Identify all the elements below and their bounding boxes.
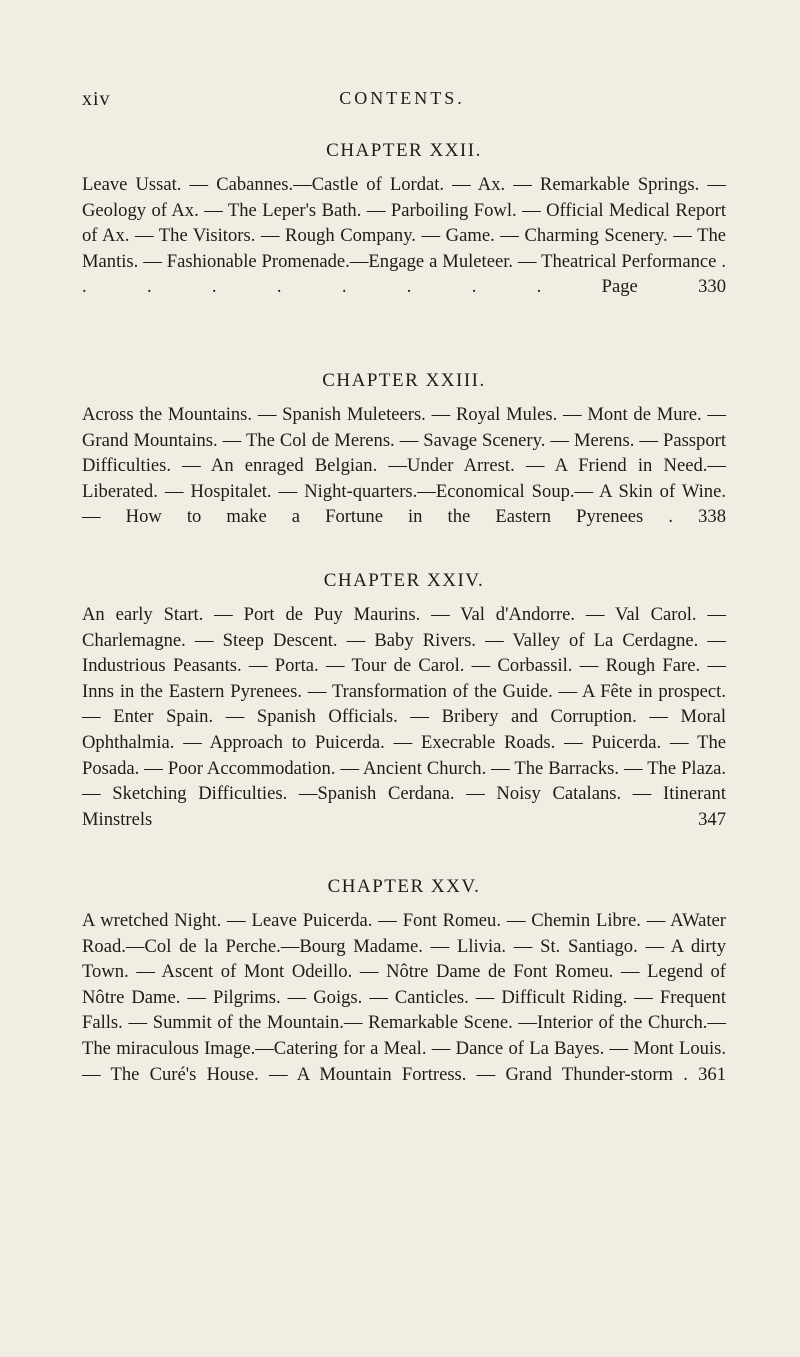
chapter-page-ref: Page 330 (601, 276, 726, 298)
running-title: CONTENTS. (339, 88, 465, 108)
chapter-summary-text: A wretched Night. — Leave Puicerda. — Font Romeu. — Chemin Libre. — AWater Road.—Col de la Perche.—Bourg Madame. — Llivia. — St. Santiago. — A dirty Town. — Ascent of Mont Odeillo. — Nôtre Dame de Font Romeu. — Legend of Nôtre Dame. — Pilgrims. — Goigs. — Canticles. — Difficult Riding. — Frequent Falls. — Summit of the Mountain.— Remarkable Scene. —Interior of the Church.—The miraculous Image.—Catering for a Meal. — Dance of La Bayes. — Mont Louis. — The Curé's House. — A Mountain Fortress. — Grand Thunder-storm . (82, 910, 726, 1085)
chapter-summary (82, 402, 726, 530)
chapter-summary (82, 172, 726, 300)
chapter-summary-text: Leave Ussat. — Cabannes.—Castle of Lordat. — Ax. — Remarkable Springs. — Geology of Ax. — The Leper's Bath. — Parboiling Fowl. — Official Medical Report of Ax. — The Visitors. — Rough Company. — Game. — Charming Scenery. — The Mantis. — Fashionable Promenade.—Engage a Muleteer. — Theatrical Performance . . . . . . . . . (82, 174, 726, 298)
chapter-summary (82, 602, 726, 832)
chapter-23-entry (82, 370, 726, 530)
chapter-summary-text: An early Start. — Port de Puy Maurins. — Val d'Andorre. — Val Carol. — Charlemagne. — Steep Descent. — Baby Rivers. — Valley of La Cerdagne. — Industrious Peasants. — Porta. — Tour de Carol. — Corbassil. — Rough Fare. — Inns in the Eastern Pyrenees. — Transformation of the Guide. — A Fête in prospect. — Enter Spain. — Spanish Officials. — Bribery and Corruption. — Moral Ophthalmia. — Approach to Puicerda. — Execrable Roads. — Puicerda. — The Posada. — Poor Accommodation. — Ancient Church. — The Barracks. — The Plaza. — Sketching Difficulties. —Spanish Cerdana. — Noisy Catalans. — Itinerant Minstrels (82, 604, 726, 830)
chapter-page-ref: 338 (698, 506, 726, 528)
chapter-heading: CHAPTER XXIV. (323, 570, 485, 591)
chapter-heading: CHAPTER XXV. (327, 876, 481, 897)
chapter-summary-text: Across the Mountains. — Spanish Muleteers. — Royal Mules. — Mont de Mure. — Grand Mountains. — The Col de Merens. — Savage Scenery. — Merens. — Passport Difficulties. — An enraged Belgian. —Under Arrest. — A Friend in Need.—Liberated. — Hospitalet. — Night-quarters.—Economical Soup.— A Skin of Wine. — How to make a Fortune in the Eastern Pyrenees . (82, 404, 726, 528)
chapter-summary (82, 908, 726, 1087)
chapter-22-entry (82, 140, 726, 300)
chapter-page-ref: 347 (698, 808, 726, 830)
chapter-25-entry (82, 876, 726, 1087)
page-number: xiv (82, 88, 111, 110)
running-head (82, 88, 722, 116)
chapter-heading: CHAPTER XXIII. (322, 370, 486, 391)
chapter-heading: CHAPTER XXII. (326, 140, 482, 161)
chapter-24-entry (82, 570, 726, 832)
chapter-page-ref: 361 (698, 1063, 726, 1085)
